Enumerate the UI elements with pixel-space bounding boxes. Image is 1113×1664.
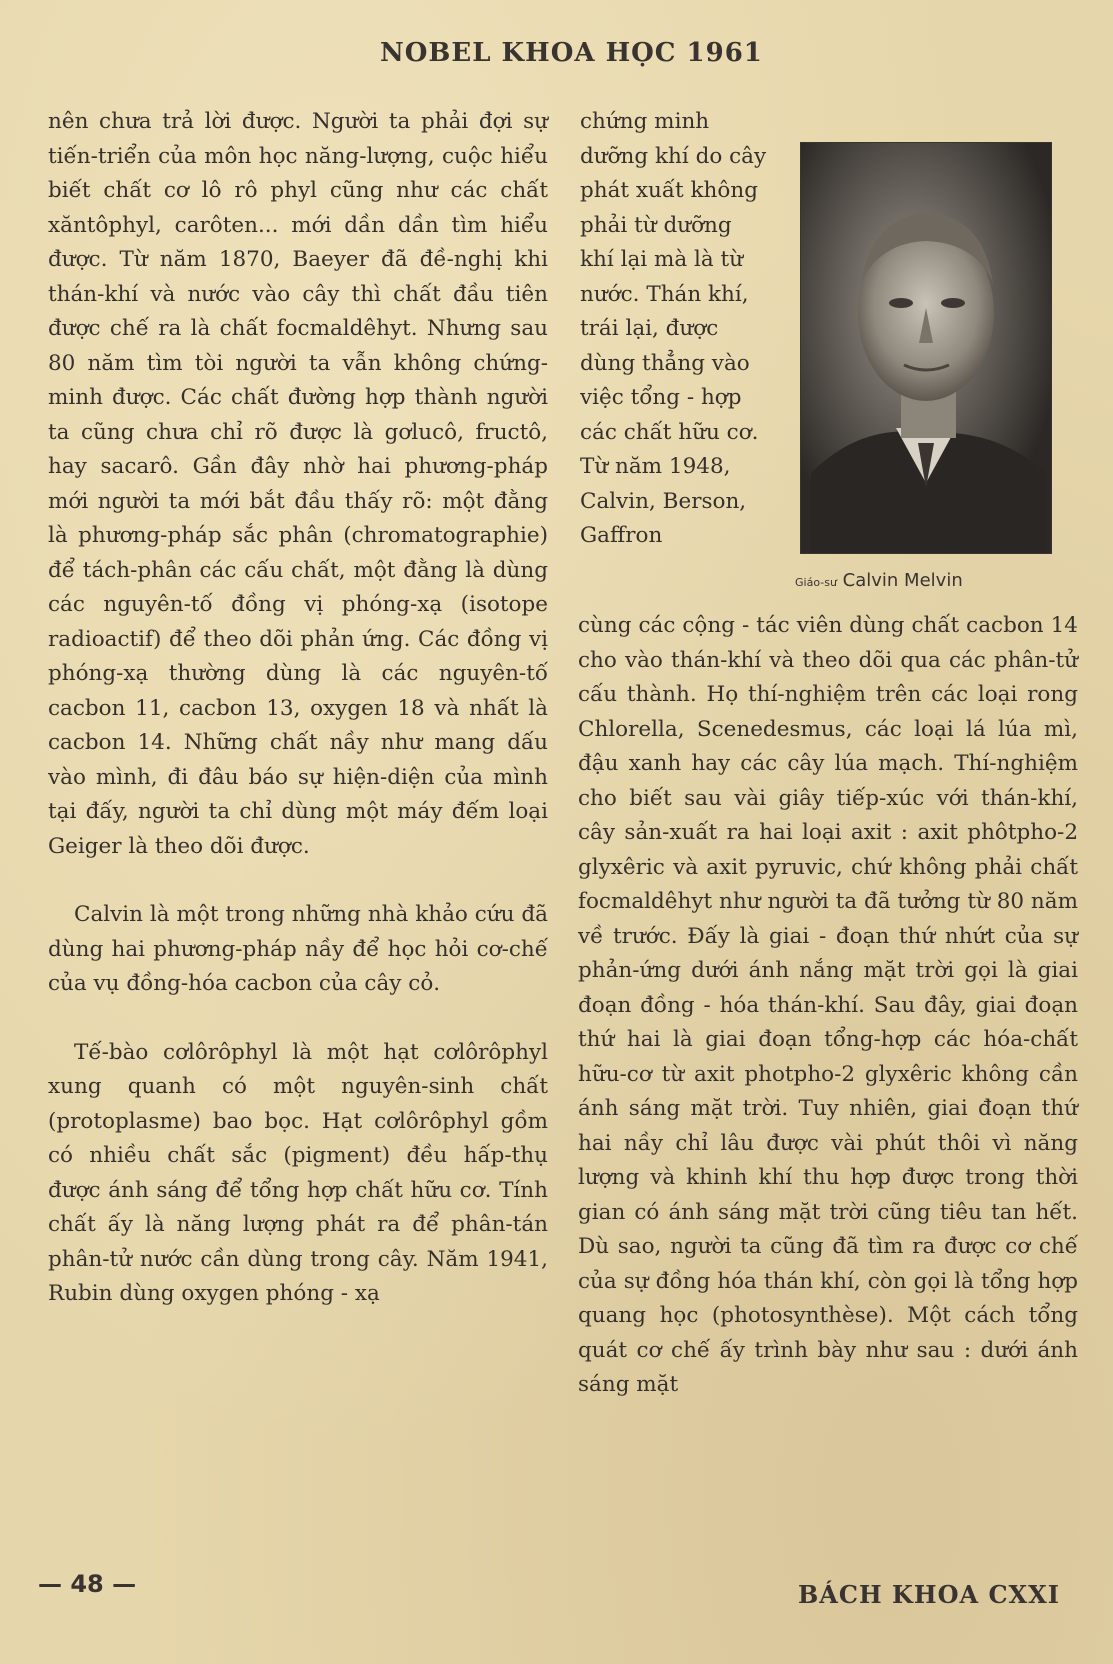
page-header-title: NOBEL KHOA HỌC 1961 [380,38,763,68]
portrait-image [801,143,1051,553]
left-column [48,105,548,1312]
left-paragraph-1: nên chưa trả lời được. Người ta phải đợi sự tiến-triển của môn học năng-lượng, cuộc hiểu biết chất cơ lô rô phyl cũng như các chất xăntôphyl, carôten... mới dần dần tìm hiểu được. Từ năm 1870, Baeyer đã đề-nghị khi thán-khí và nước vào cây thì chất đầu tiên được chế ra là chất focmaldêhyt. Nhưng sau 80 năm tìm tòi người ta vẫn không chứng-minh được. Các chất đường hợp thành người ta cũng chưa chỉ rõ được là gơlucô, fructô, hay sacarô. Gần đây nhờ hai phương-pháp mới người ta mới bắt đầu thấy rõ: một đằng là phương-pháp sắc phân (chromatographie) để tách-phân các cấu chất, một đằng là dùng các nguyên-tố đồng vị phóng-xạ (isotope radioactif) để theo dõi phản ứng. Các đồng vị phóng-xạ thường dùng là các nguyên-tố cacbon 11, cacbon 13, oxygen 18 và nhất là cacbon 14. Những chất nầy như mang dấu vào mình, đi đâu báo sự hiện-diện của mình tại đấy, người ta chỉ dùng một máy đếm loại Geiger là theo dõi được. [48,109,548,859]
caption-prefix: Giáo-sư [795,576,837,589]
photo-caption [795,570,963,591]
left-paragraph-2: Calvin là một trong những nhà khảo cứu đã dùng hai phương-pháp nầy để học hỏi cơ-chế của vụ đồng-hóa cacbon của cây cỏ. [48,902,548,996]
publication-footer: BÁCH KHOA CXXI [798,1580,1061,1609]
right-wide-text: cùng các cộng - tác viên dùng chất cacbon 14 cho vào thán-khí và theo dõi qua các phân-tử cấu thành. Họ thí-nghiệm trên các loại rong Chlorella, Scenedesmus, các loại lá lúa mì, đậu xanh hay các cây lúa mạch. Thí-nghiệm cho biết sau vài giây tiếp-xúc với thán-khí, cây sản-xuất ra hai loại axit : axit phôtpho-2 glyxêric và axit pyruvic, chứ không phải chất focmaldêhyt như người ta đã tưởng từ 80 năm về trước. Đấy là giai - đoạn thứ nhứt của sự phản-ứng dưới ánh nắng mặt trời gọi là giai đoạn đồng - hóa thán-khí. Sau đây, giai đoạn thứ hai là giai đoạn tổng-hợp các hóa-chất hữu-cơ từ axit photpho-2 glyxêric không cần ánh sáng mặt trời. Tuy nhiên, giai đoạn thứ hai nầy chỉ lâu được vài phút thôi vì năng lượng và khinh khí thu hợp được trong thời gian có ánh sáng mặt trời cũng tiêu tan hết. Dù sao, người ta cũng đã tìm ra được cơ chế của sự đồng hóa thán khí, còn gọi là tổng hợp quang học (photosynthèse). Một cách tổng quát cơ chế ấy trình bày như sau : dưới ánh sáng mặt [578,613,1078,1397]
right-narrow-text: chứng minh dưỡng khí do cây phát xuất không phải từ dưỡng khí lại mà là từ nước. Thán khí, trái lại, được dùng thẳng vào việc tổng - hợp các chất hữu cơ. Từ năm 1948, Calvin, Berson, Gaffron [580,109,767,548]
page-number: — 48 — [38,1570,137,1598]
caption-name: Calvin Melvin [842,570,963,591]
portrait-photo [800,142,1052,554]
right-narrow-column [580,105,770,554]
right-wide-column [578,609,1078,1403]
left-paragraph-3: Tế-bào cơlôrôphyl là một hạt cơlôrôphyl xung quanh có một nguyên-sinh chất (protoplasme) bao bọc. Hạt cơlôrôphyl gồm có nhiều chất sắc (pigment) đều hấp-thụ được ánh sáng để tổng hợp chất hữu cơ. Tính chất ấy là năng lượng phát ra để phân-tán phân-tử nước cần dùng trong cây. Năm 1941, Rubin dùng oxygen phóng - xạ [48,1039,548,1306]
